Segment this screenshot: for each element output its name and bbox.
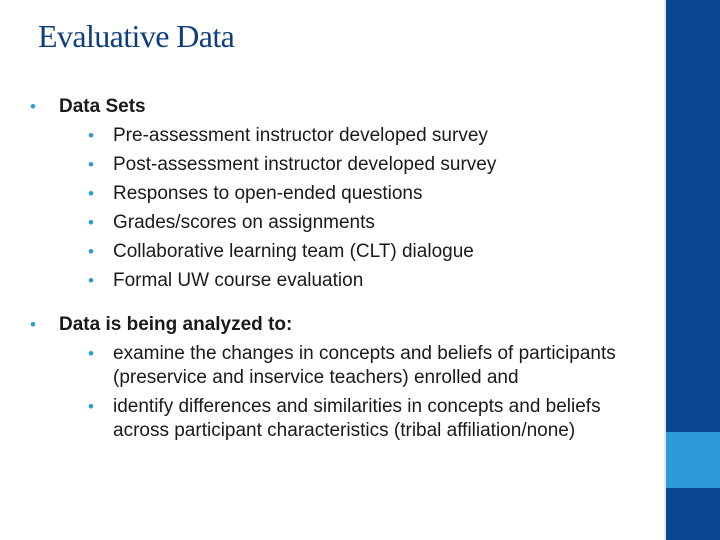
- list-item-text: Grades/scores on assignments: [113, 212, 375, 233]
- sub-list: [82, 121, 655, 295]
- sub-list: [82, 342, 655, 443]
- list-item: [82, 342, 655, 390]
- list-item-text: Responses to open-ended questions: [113, 183, 423, 204]
- bullet-icon: •: [88, 155, 94, 174]
- list-item: [82, 179, 655, 208]
- list-item-text: identify differences and similarities in concepts and beliefs across participant characteristics (tribal affiliation/none): [113, 396, 601, 441]
- list-item-text: examine the changes in concepts and beliefs of participants (preservice and inservice teachers) enrolled and: [113, 343, 616, 388]
- section-data-sets: [30, 92, 655, 295]
- bullet-icon: •: [88, 242, 94, 261]
- bullet-icon: •: [88, 184, 94, 203]
- list-item-text: Post-assessment instructor developed survey: [113, 154, 497, 175]
- section-heading: Data is being analyzed to:: [59, 314, 293, 335]
- section-data-analysis: [30, 310, 655, 443]
- bullet-icon: •: [88, 126, 94, 145]
- bullet-icon: •: [30, 315, 36, 334]
- bullet-icon: •: [88, 344, 94, 363]
- list-item: [82, 208, 655, 237]
- bullet-icon: •: [88, 271, 94, 290]
- slide-content: [30, 92, 655, 443]
- list-item: [82, 150, 655, 179]
- list-item: [82, 237, 655, 266]
- list-item-text: Formal UW course evaluation: [113, 270, 364, 291]
- list-item-text: Pre-assessment instructor developed survey: [113, 125, 488, 146]
- bullet-icon: •: [88, 213, 94, 232]
- list-item: [82, 395, 655, 443]
- bullet-icon: •: [88, 397, 94, 416]
- side-band-accent: [666, 432, 720, 488]
- section-heading: Data Sets: [59, 96, 146, 117]
- bullet-icon: •: [30, 97, 36, 116]
- slide-title: Evaluative Data: [38, 18, 235, 54]
- list-item-text: Collaborative learning team (CLT) dialogue: [113, 241, 474, 262]
- list-item: [82, 121, 655, 150]
- list-item: [82, 266, 655, 295]
- bullet-list: [30, 92, 655, 443]
